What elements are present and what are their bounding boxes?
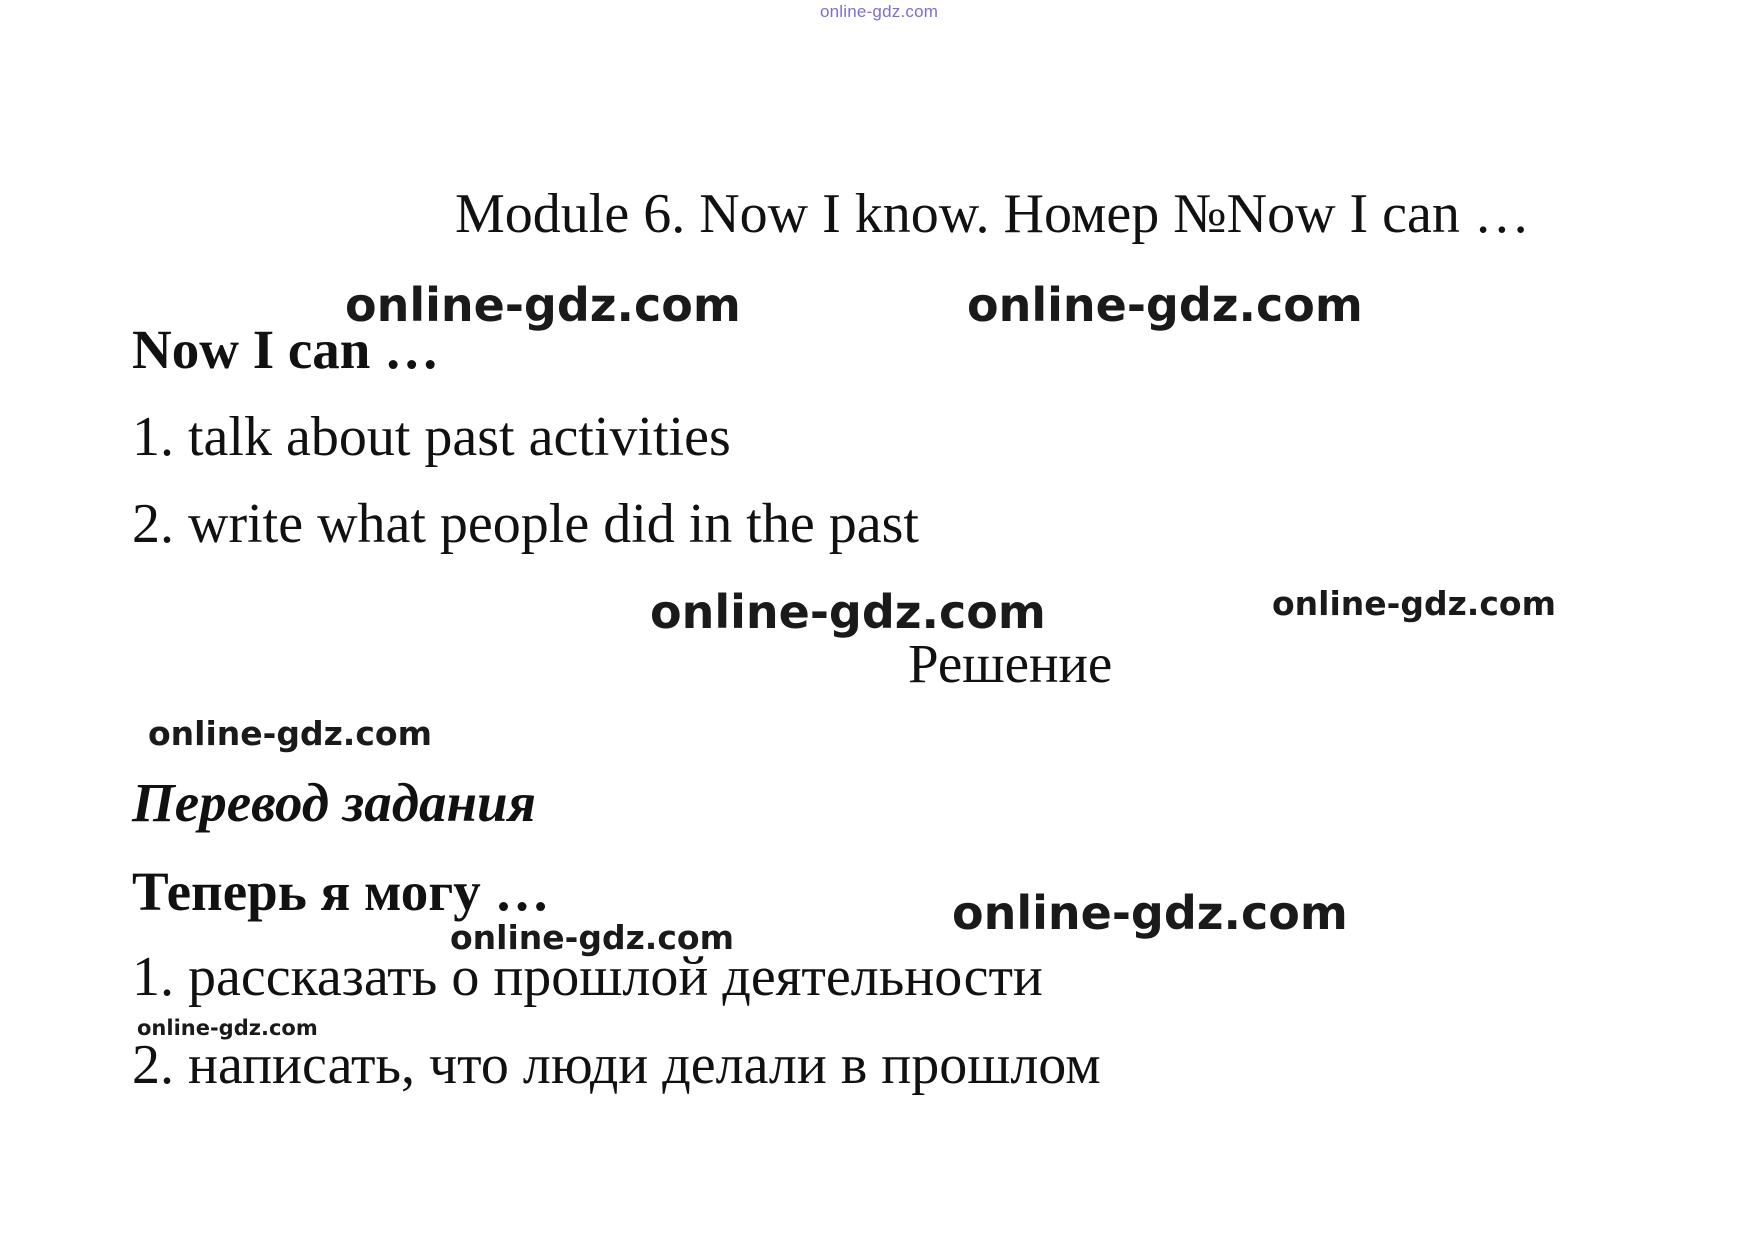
task-item-1: 1. talk about past activities (132, 406, 731, 468)
watermark: online-gdz.com (967, 278, 1363, 332)
site-link[interactable]: online-gdz.com (820, 2, 939, 21)
task-heading: Now I can … (132, 319, 440, 380)
watermark: online-gdz.com (137, 1016, 318, 1040)
watermark: online-gdz.com (1272, 584, 1556, 623)
translation-heading: Теперь я могу … (132, 861, 550, 922)
task-item-2: 2. write what people did in the past (132, 493, 919, 555)
page-title: Module 6. Now I know. Номер №Now I can … (455, 183, 1530, 245)
translation-section-heading: Перевод задания (132, 772, 536, 833)
watermark: online-gdz.com (450, 918, 734, 957)
translation-item-2: 2. написать, что люди делали в прошлом (132, 1034, 1101, 1096)
watermark: online-gdz.com (952, 886, 1348, 940)
watermark: online-gdz.com (650, 585, 1046, 639)
watermark: online-gdz.com (148, 714, 432, 753)
solution-label: Решение (908, 633, 1113, 694)
watermark: online-gdz.com (345, 278, 741, 332)
translation-item-1: 1. рассказать о прошлой деятельности (132, 946, 1043, 1008)
